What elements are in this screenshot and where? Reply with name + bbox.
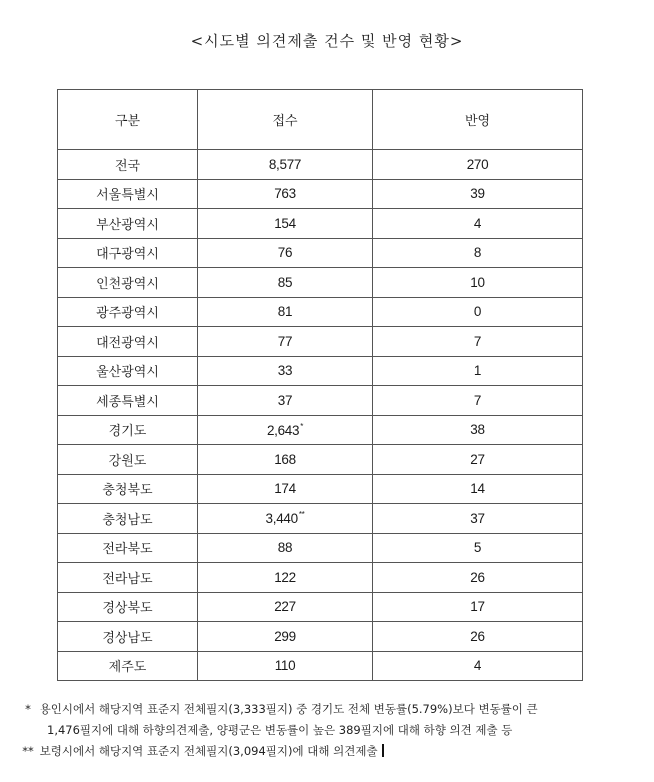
- cell-region: 대구광역시: [58, 238, 198, 268]
- cell-reflected: 270: [373, 150, 583, 180]
- received-value: 8,577: [268, 156, 302, 172]
- table-header-row: [58, 90, 583, 150]
- cell-received: [198, 445, 373, 475]
- cell-reflected: 1: [373, 356, 583, 386]
- cell-region: 세종특별시: [58, 386, 198, 416]
- cell-region: 울산광역시: [58, 356, 198, 386]
- received-value: 77: [277, 333, 293, 349]
- footnotes: [20, 699, 640, 762]
- table-row: [58, 592, 583, 622]
- table-row: [58, 504, 583, 534]
- table-row: [58, 386, 583, 416]
- table-row: [58, 651, 583, 681]
- received-value: 81: [277, 304, 293, 320]
- cell-region: 경상북도: [58, 592, 198, 622]
- received-value: 37: [277, 392, 293, 408]
- footnote-1-text-line2: 1,476필지에 대해 하향의견제출, 양평군은 변동률이 높은 389필지에 대해 하향 의견 제출 등: [47, 723, 513, 737]
- cell-region: 광주광역시: [58, 297, 198, 327]
- cell-reflected: 17: [373, 592, 583, 622]
- table-row: [58, 150, 583, 180]
- cell-region: 전라북도: [58, 533, 198, 563]
- cell-region: 경상남도: [58, 622, 198, 652]
- cell-reflected: 0: [373, 297, 583, 327]
- footnote-1: [20, 699, 640, 720]
- table-row: [58, 533, 583, 563]
- cell-received: [198, 238, 373, 268]
- cell-reflected: 10: [373, 268, 583, 298]
- cell-region: 강원도: [58, 445, 198, 475]
- table-row: [58, 268, 583, 298]
- table-row: [58, 445, 583, 475]
- cell-received: [198, 209, 373, 239]
- cell-reflected: 26: [373, 563, 583, 593]
- cell-region: 경기도: [58, 415, 198, 445]
- footnote-2-text: 보령시에서 해당지역 표준지 전체필지(3,094필지)에 대해 의견제출: [39, 744, 378, 758]
- received-value: 299: [274, 628, 296, 644]
- received-value: 122: [274, 569, 296, 585]
- cell-region: 충청남도: [58, 504, 198, 534]
- cell-region: 대전광역시: [58, 327, 198, 357]
- cell-region: 서울특별시: [58, 179, 198, 209]
- table-row: [58, 415, 583, 445]
- table-row: [58, 563, 583, 593]
- table-row: [58, 297, 583, 327]
- received-value: 2,643: [266, 422, 300, 438]
- footnote-reference-mark: **: [298, 510, 305, 520]
- cell-received: [198, 179, 373, 209]
- cell-received: [198, 356, 373, 386]
- footnote-reference-mark: *: [300, 421, 304, 431]
- table-row: [58, 356, 583, 386]
- received-value: 227: [274, 599, 296, 615]
- cell-received: [198, 415, 373, 445]
- cell-reflected: 14: [373, 474, 583, 504]
- cell-received: [198, 622, 373, 652]
- header-category: 구분: [58, 90, 198, 150]
- header-reflected: 반영: [373, 90, 583, 150]
- cell-region: 전국: [58, 150, 198, 180]
- cell-reflected: 37: [373, 504, 583, 534]
- cell-received: [198, 268, 373, 298]
- received-value: 174: [274, 481, 296, 497]
- cell-reflected: 27: [373, 445, 583, 475]
- received-value: 33: [277, 363, 293, 379]
- table-row: [58, 622, 583, 652]
- cell-received: [198, 533, 373, 563]
- cell-received: [198, 327, 373, 357]
- table-row: [58, 474, 583, 504]
- cell-received: [198, 150, 373, 180]
- footnote-2: [20, 741, 640, 762]
- cell-region: 충청북도: [58, 474, 198, 504]
- footnote-1-continued: [20, 720, 640, 741]
- received-value: 763: [274, 186, 296, 202]
- received-value: 154: [274, 215, 296, 231]
- header-received: 접수: [198, 90, 373, 150]
- table-row: [58, 179, 583, 209]
- received-value: 110: [274, 658, 296, 674]
- received-value: 88: [277, 540, 293, 556]
- cell-received: [198, 386, 373, 416]
- cell-reflected: 39: [373, 179, 583, 209]
- cell-region: 제주도: [58, 651, 198, 681]
- region-opinion-table: [57, 89, 583, 681]
- cell-received: [198, 592, 373, 622]
- cell-received: [198, 563, 373, 593]
- cell-reflected: 4: [373, 209, 583, 239]
- cell-received: [198, 504, 373, 534]
- cell-reflected: 7: [373, 327, 583, 357]
- footnote-1-marker: *: [25, 702, 31, 716]
- cell-region: 부산광역시: [58, 209, 198, 239]
- footnote-1-text-line1: 용인시에서 해당지역 표준지 전체필지(3,333필지) 중 경기도 전체 변동률(5.79%)보다 변동률이 큰: [39, 702, 538, 716]
- cell-reflected: 4: [373, 651, 583, 681]
- table-row: [58, 238, 583, 268]
- document-title: <시도별 의견제출 건수 및 반영 현황>: [190, 32, 464, 50]
- table-row: [58, 209, 583, 239]
- footnote-2-marker: **: [22, 744, 34, 758]
- cell-received: [198, 474, 373, 504]
- received-value: 85: [277, 274, 293, 290]
- cell-reflected: 5: [373, 533, 583, 563]
- received-value: 3,440: [265, 511, 298, 527]
- cell-reflected: 38: [373, 415, 583, 445]
- cell-region: 인천광역시: [58, 268, 198, 298]
- received-value: 76: [277, 245, 293, 261]
- cell-region: 전라남도: [58, 563, 198, 593]
- text-cursor: [382, 744, 384, 757]
- cell-reflected: 8: [373, 238, 583, 268]
- cell-received: [198, 651, 373, 681]
- received-value: 168: [274, 451, 296, 467]
- table-row: [58, 327, 583, 357]
- cell-received: [198, 297, 373, 327]
- cell-reflected: 26: [373, 622, 583, 652]
- cell-reflected: 7: [373, 386, 583, 416]
